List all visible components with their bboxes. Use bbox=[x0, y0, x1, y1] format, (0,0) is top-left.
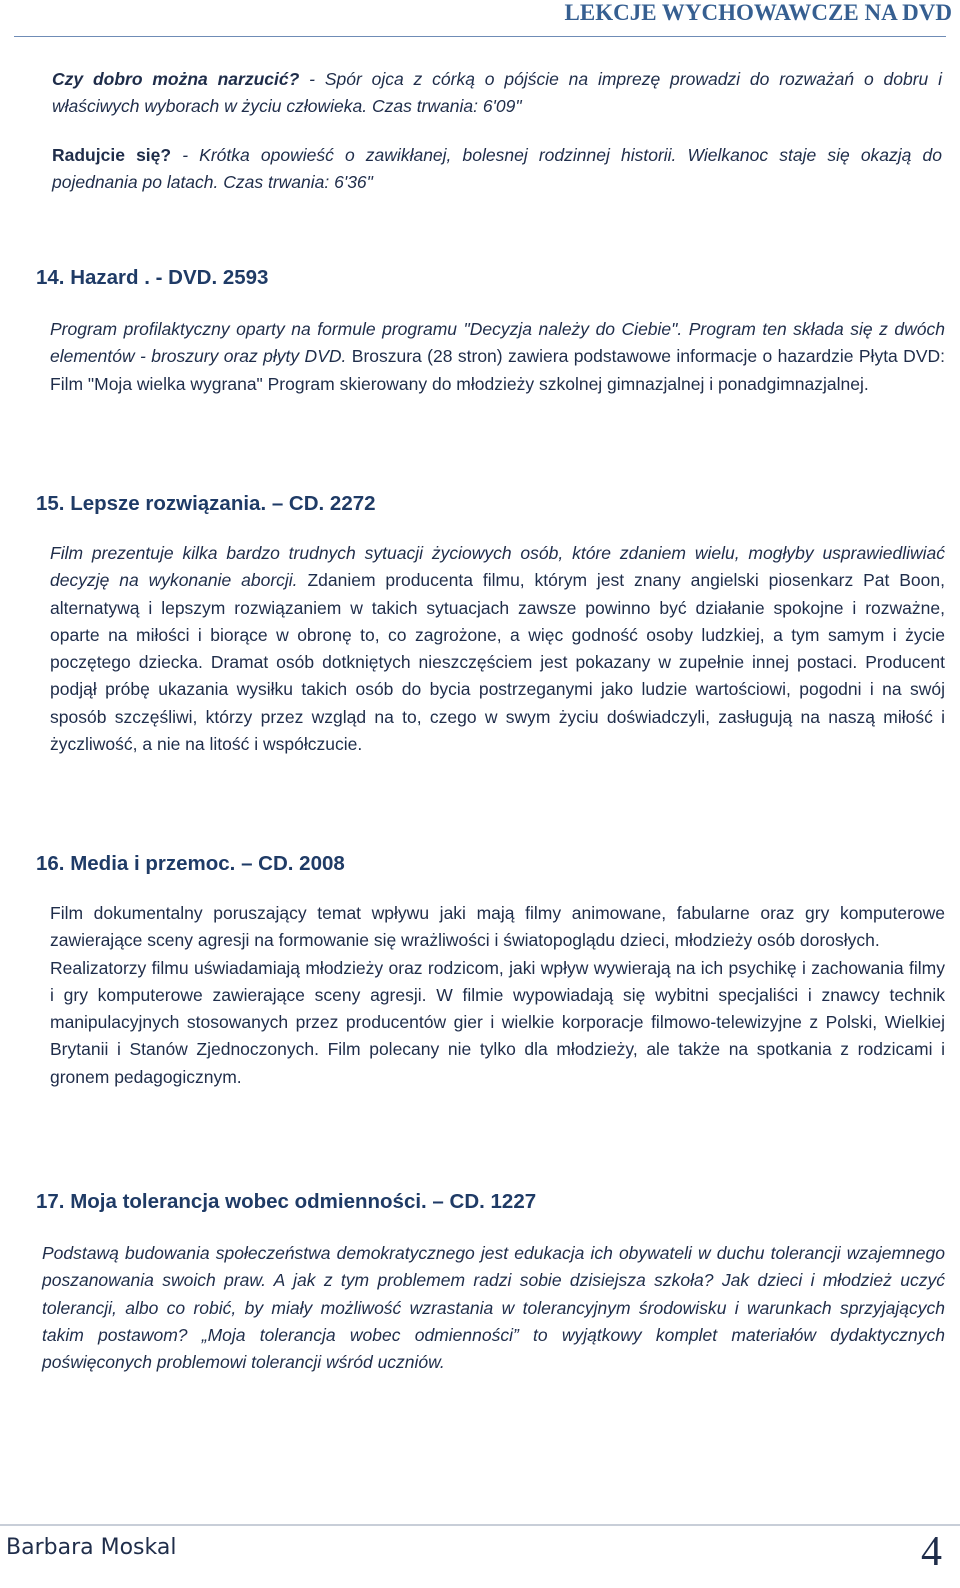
intro-item-2-text: - Krótka opowieść o zawikłanej, bolesnej rodzinnej historii. Wielkanoc staje się okazją do pojednania po latach. Czas trwania: 6'36" bbox=[52, 145, 942, 192]
footer-author: Barbara Moskal bbox=[6, 1535, 177, 1560]
intro-item-1 bbox=[52, 66, 942, 120]
section-17-body bbox=[42, 1240, 945, 1376]
section-15-body-regular: Zdaniem producenta filmu, którym jest znany angielski piosenkarz Pat Boon, alternatywą i lepszym rozwiązaniem w takich sytuacjach zawsze powinno być działanie spokojne i rozważne, oparte na miłości i biorące w obronę to, co zagrożone, a więc godność osoby ludzkiej, a tym samym i życie poczętego dziecka. Dramat osób dotkniętych nieszczęściem jest pokazany w zupełnie innej postaci. Producent podjął próbę ukazania wysiłku takich osób do bycia postrzeganymi jako ludzie wartościowi, pogodni i na swój sposób szczęśliwi, którzy przez wzgląd na to, czego w swym życiu doświadczyli, zasługują na naszą miłość i życzliwość, a nie na litość i współczucie. bbox=[50, 570, 945, 755]
intro-item-2-title: Radujcie się? bbox=[52, 145, 172, 165]
section-16-paragraph-2: Realizatorzy filmu uświadamiają młodzieży oraz rodzicom, jaki wpływ wywierają na ich psychikę i zachowania filmy i gry komputerowe zawierające sceny agresji. W filmie wypowiadają się wybitni specjaliści i znawcy technik manipulacyjnych stosowanych przez producentów gier i wielkie korporacje filmowo-telewizyjne z Polski, Wielkiej Brytanii i Stanów Zjednoczonych. Film polecany nie tylko dla młodzieży, ale także na spotkania z rodzicami i gronem pedagogicznym. bbox=[50, 957, 945, 1087]
section-14-body-italic: Program profilaktyczny oparty na formule programu "Decyzja należy do Ciebie". Program ten składa się z dwóch elementów - broszury oraz płyty DVD. bbox=[50, 319, 945, 367]
section-14-body bbox=[50, 316, 945, 398]
footer-divider bbox=[0, 1524, 960, 1526]
intro-item-1-title: Czy dobro można narzucić? bbox=[52, 69, 300, 89]
section-15-body bbox=[50, 540, 945, 758]
section-17-heading: 17. Moja tolerancja wobec odmienności. – CD. 1227 bbox=[36, 1190, 537, 1213]
section-16-body bbox=[50, 900, 945, 1091]
header-divider bbox=[14, 36, 946, 37]
page-number: 4 bbox=[921, 1529, 942, 1575]
section-16-paragraph-1: Film dokumentalny poruszający temat wpływu jaki mają filmy animowane, fabularne oraz gry komputerowe zawierające sceny agresji na formowanie się wrażliwości i światopoglądu dzieci, młodzieży osób dorosłych. bbox=[50, 903, 945, 951]
section-14-body-regular: Broszura (28 stron) zawiera podstawowe informacje o hazardzie Płyta DVD: Film "Moja wielka wygrana" Program skierowany do młodzieży szkolnej gimnazjalnej i ponadgimnazjalnej. bbox=[50, 346, 945, 394]
section-15-body-italic: Film prezentuje kilka bardzo trudnych sytuacji życiowych osób, które zdaniem wielu, mogłyby usprawiedliwiać decyzję na wykonanie aborcji. bbox=[50, 543, 945, 591]
page-header-title: LEKCJE WYCHOWAWCZE NA DVD bbox=[564, 0, 952, 25]
section-15-heading: 15. Lepsze rozwiązania. – CD. 2272 bbox=[36, 492, 376, 515]
section-14-heading: 14. Hazard . - DVD. 2593 bbox=[36, 266, 269, 289]
intro-item-1-text: - Spór ojca z córką o pójście na imprezę prowadzi do rozważań o dobru i właściwych wyborach w życiu człowieka. Czas trwania: 6'09" bbox=[52, 69, 942, 116]
section-16-heading: 16. Media i przemoc. – CD. 2008 bbox=[36, 852, 345, 875]
section-17-paragraph: Podstawą budowania społeczeństwa demokratycznego jest edukacja ich obywateli w duchu tolerancji wzajemnego poszanowania swoich praw. A jak z tym problemem radzi sobie dzisiejsza szkoła? Jak dzieci i młodzież uczyć tolerancji, albo co robić, by miały możliwość wzrastania w tolerancyjnym środowisku i warunkach sprzyjających takim postawom? „Moja tolerancja wobec odmienności” to wyjątkowy komplet materiałów dydaktycznych poświęconych problemowi tolerancji wśród uczniów. bbox=[42, 1243, 945, 1373]
intro-item-2 bbox=[52, 142, 942, 196]
